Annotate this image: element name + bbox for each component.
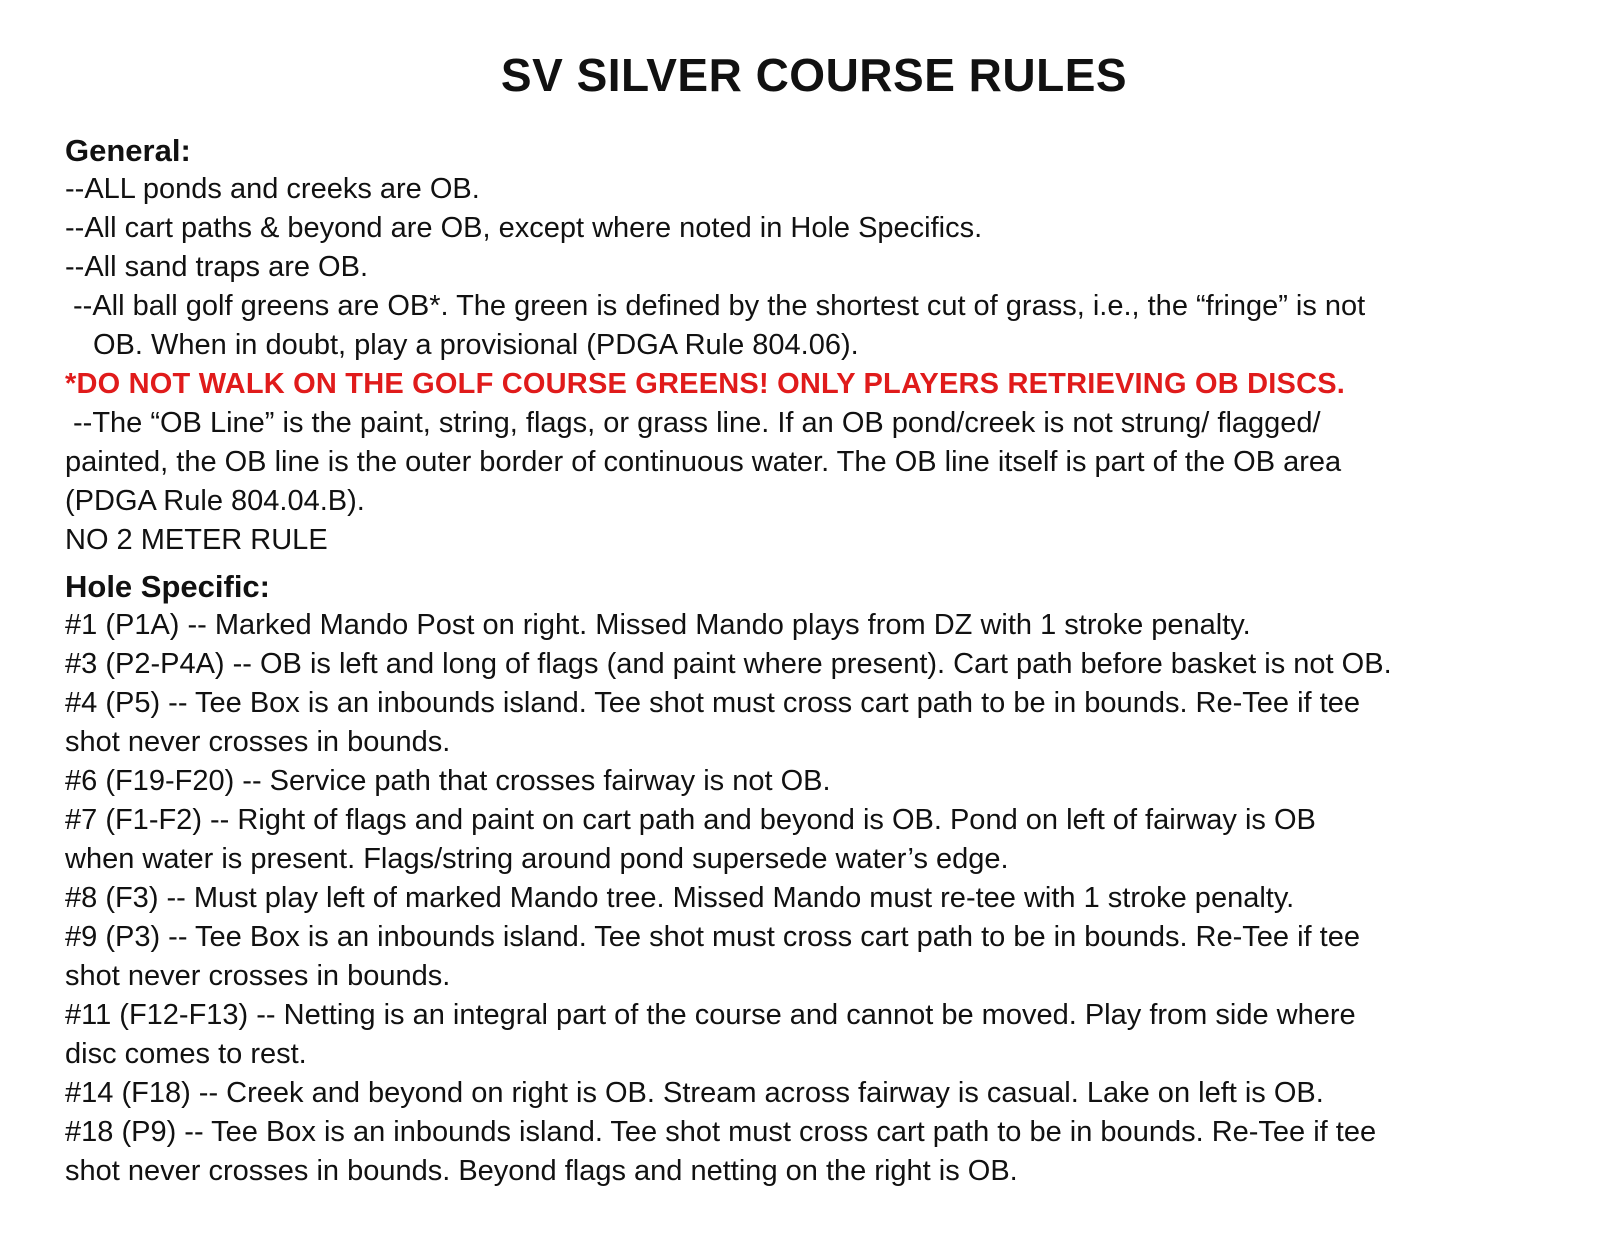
hole-rule-line: #9 (P3) -- Tee Box is an inbounds island. Tee shot must cross cart path to be in bounds. Re-Tee if tee bbox=[65, 921, 1360, 953]
general-section bbox=[65, 132, 1563, 560]
general-rule-sand-traps: --All sand traps are OB. bbox=[65, 251, 368, 283]
page-title: SV SILVER COURSE RULES bbox=[500, 49, 1128, 101]
hole-rule-line: shot never crosses in bounds. Beyond flags and netting on the right is OB. bbox=[65, 1155, 1018, 1187]
hole-rule-line: shot never crosses in bounds. bbox=[65, 726, 451, 758]
general-rule-greens: --All ball golf greens are OB*. The green is defined by the shortest cut of grass, i.e., the “fringe” is not bbox=[73, 290, 1366, 322]
hole-rule-line: #4 (P5) -- Tee Box is an inbounds island. Tee shot must cross cart path to be in bounds. Re-Tee if tee bbox=[65, 687, 1360, 719]
general-rule-no-2-meter: NO 2 METER RULE bbox=[65, 524, 328, 556]
greens-warning: *DO NOT WALK ON THE GOLF COURSE GREENS! ONLY PLAYERS RETRIEVING OB DISCS. bbox=[65, 368, 1346, 400]
hole-rule-line: disc comes to rest. bbox=[65, 1038, 307, 1070]
general-rule-greens-continued: OB. When in doubt, play a provisional (PDGA Rule 804.06). bbox=[93, 329, 859, 361]
general-heading: General: bbox=[65, 133, 191, 168]
general-rule-ob-line-continued-1: painted, the OB line is the outer border of continuous water. The OB line itself is part of the OB area bbox=[65, 446, 1342, 478]
hole-rule-line: shot never crosses in bounds. bbox=[65, 960, 451, 992]
hole-specific-heading: Hole Specific: bbox=[65, 569, 270, 604]
hole-rule-line: #11 (F12-F13) -- Netting is an integral part of the course and cannot be moved. Play from side where bbox=[65, 999, 1356, 1031]
general-rule-ob-line: --The “OB Line” is the paint, string, flags, or grass line. If an OB pond/creek is not strung/ flagged/ bbox=[73, 407, 1321, 439]
hole-rule-line: #1 (P1A) -- Marked Mando Post on right. Missed Mando plays from DZ with 1 stroke penalty. bbox=[65, 609, 1251, 641]
hole-rule-line: #18 (P9) -- Tee Box is an inbounds island. Tee shot must cross cart path to be in bounds. Re-Tee if tee bbox=[65, 1116, 1377, 1148]
hole-rule-line: #8 (F3) -- Must play left of marked Mando tree. Missed Mando must re-tee with 1 stroke penalty. bbox=[65, 882, 1295, 914]
hole-rule-line: when water is present. Flags/string around pond supersede water’s edge. bbox=[65, 843, 1009, 875]
general-rule-cart-paths: --All cart paths & beyond are OB, except where noted in Hole Specifics. bbox=[65, 212, 983, 244]
hole-rule-line: #7 (F1-F2) -- Right of flags and paint on cart path and beyond is OB. Pond on left of fairway is OB bbox=[65, 804, 1316, 836]
hole-specific-section bbox=[65, 568, 1563, 1191]
general-rule-ponds: --ALL ponds and creeks are OB. bbox=[65, 173, 480, 205]
hole-rule-line: #6 (F19-F20) -- Service path that crosses fairway is not OB. bbox=[65, 765, 831, 797]
general-rule-ob-line-continued-2: (PDGA Rule 804.04.B). bbox=[65, 485, 365, 517]
hole-rule-line: #14 (F18) -- Creek and beyond on right is OB. Stream across fairway is casual. Lake on left is OB. bbox=[65, 1077, 1324, 1109]
hole-rule-line: #3 (P2-P4A) -- OB is left and long of flags (and paint where present). Cart path before basket is not OB. bbox=[65, 648, 1392, 680]
